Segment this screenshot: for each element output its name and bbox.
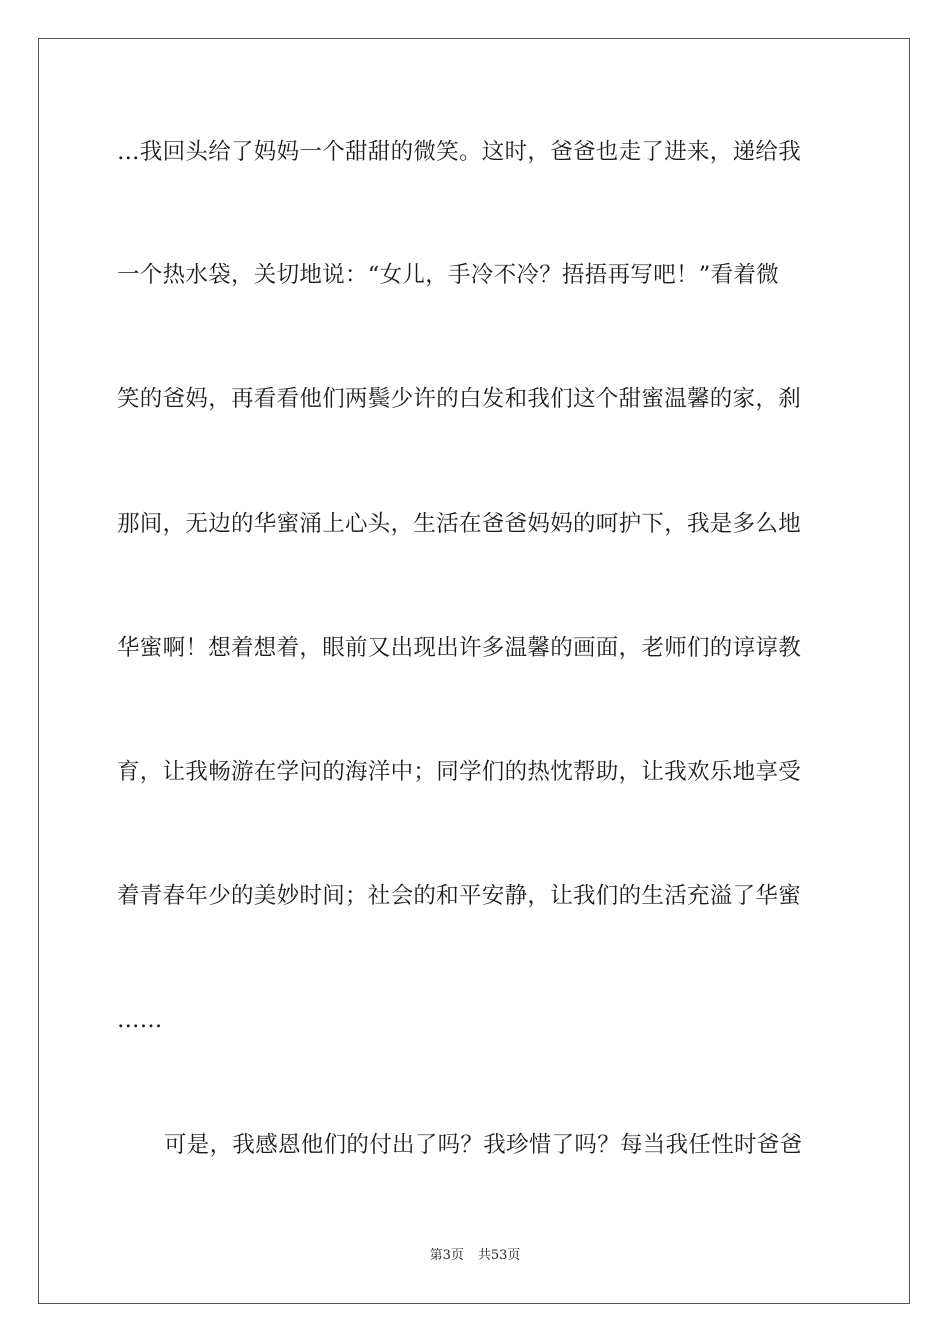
text-line: …… [117, 1007, 163, 1033]
text-line: 那间，无边的华蜜涌上心头，生活在爸爸妈妈的呵护下，我是多么地 [117, 511, 802, 537]
page-border [38, 38, 910, 1304]
text-line: 育，让我畅游在学问的海洋中；同学们的热忱帮助，让我欢乐地享受 [117, 759, 802, 785]
page-footer [0, 1247, 950, 1265]
current-page-label: 第3页 [429, 1248, 464, 1263]
paragraph-start-line: 可是，我感恩他们的付出了吗？我珍惜了吗？每当我任性时爸爸 [164, 1132, 803, 1158]
text-line: 一个热水袋，关切地说：“女儿，手冷不冷？捂捂再写吧！”看着微 [117, 262, 780, 288]
text-line: 笑的爸妈，再看看他们两鬓少许的白发和我们这个甜蜜温馨的家，刹 [117, 386, 802, 412]
text-line: …我回头给了妈妈一个甜甜的微笑。这时，爸爸也走了进来，递给我 [117, 139, 802, 165]
text-line: 华蜜啊！想着想着，眼前又出现出许多温馨的画面，老师们的谆谆教 [117, 635, 802, 661]
text-line: 着青春年少的美妙时间；社会的和平安静，让我们的生活充溢了华蜜 [117, 883, 802, 909]
total-pages-label: 共53页 [477, 1248, 521, 1263]
